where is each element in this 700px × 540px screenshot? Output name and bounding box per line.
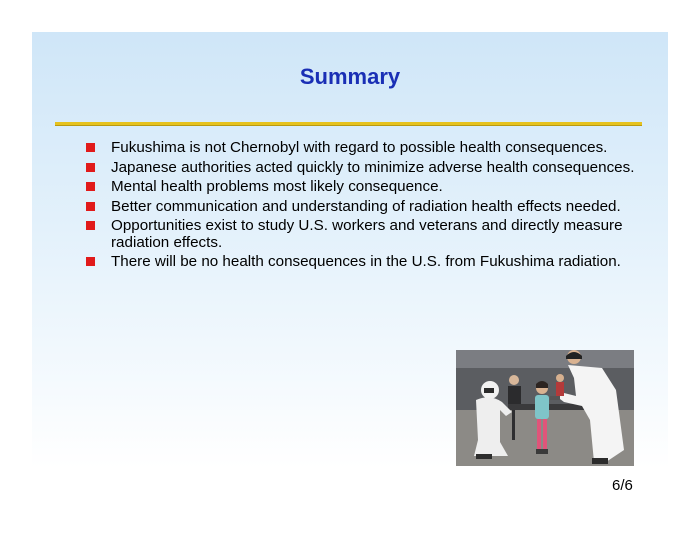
square-bullet-icon	[86, 163, 95, 172]
title-divider	[55, 122, 642, 126]
bullet-item	[86, 254, 646, 271]
square-bullet-icon	[86, 221, 95, 230]
screening-photo	[456, 350, 634, 466]
bullet-text: Mental health problems most likely consequence.	[111, 178, 443, 195]
bullet-list	[86, 140, 646, 274]
bullet-item	[86, 179, 646, 196]
bullet-item	[86, 160, 646, 177]
bullet-item	[86, 199, 646, 216]
screening-photo-illustration	[456, 350, 634, 466]
square-bullet-icon	[86, 143, 95, 152]
square-bullet-icon	[86, 182, 95, 191]
bullet-text: Opportunities exist to study U.S. workers and veterans and directly measure radiation effects.	[111, 217, 623, 251]
page-number: 6/6	[612, 477, 633, 494]
square-bullet-icon	[86, 202, 95, 211]
bullet-text: Better communication and understanding of radiation health effects needed.	[111, 197, 621, 215]
bullet-item	[86, 140, 646, 157]
slide-title: Summary	[299, 64, 401, 89]
square-bullet-icon	[86, 257, 95, 266]
bullet-text: Fukushima is not Chernobyl with regard to possible health consequences.	[111, 139, 608, 156]
bullet-text: Japanese authorities acted quickly to minimize adverse health consequences.	[111, 158, 635, 176]
bullet-item	[86, 218, 646, 251]
bullet-text: There will be no health consequences in the U.S. from Fukushima radiation.	[111, 253, 621, 270]
